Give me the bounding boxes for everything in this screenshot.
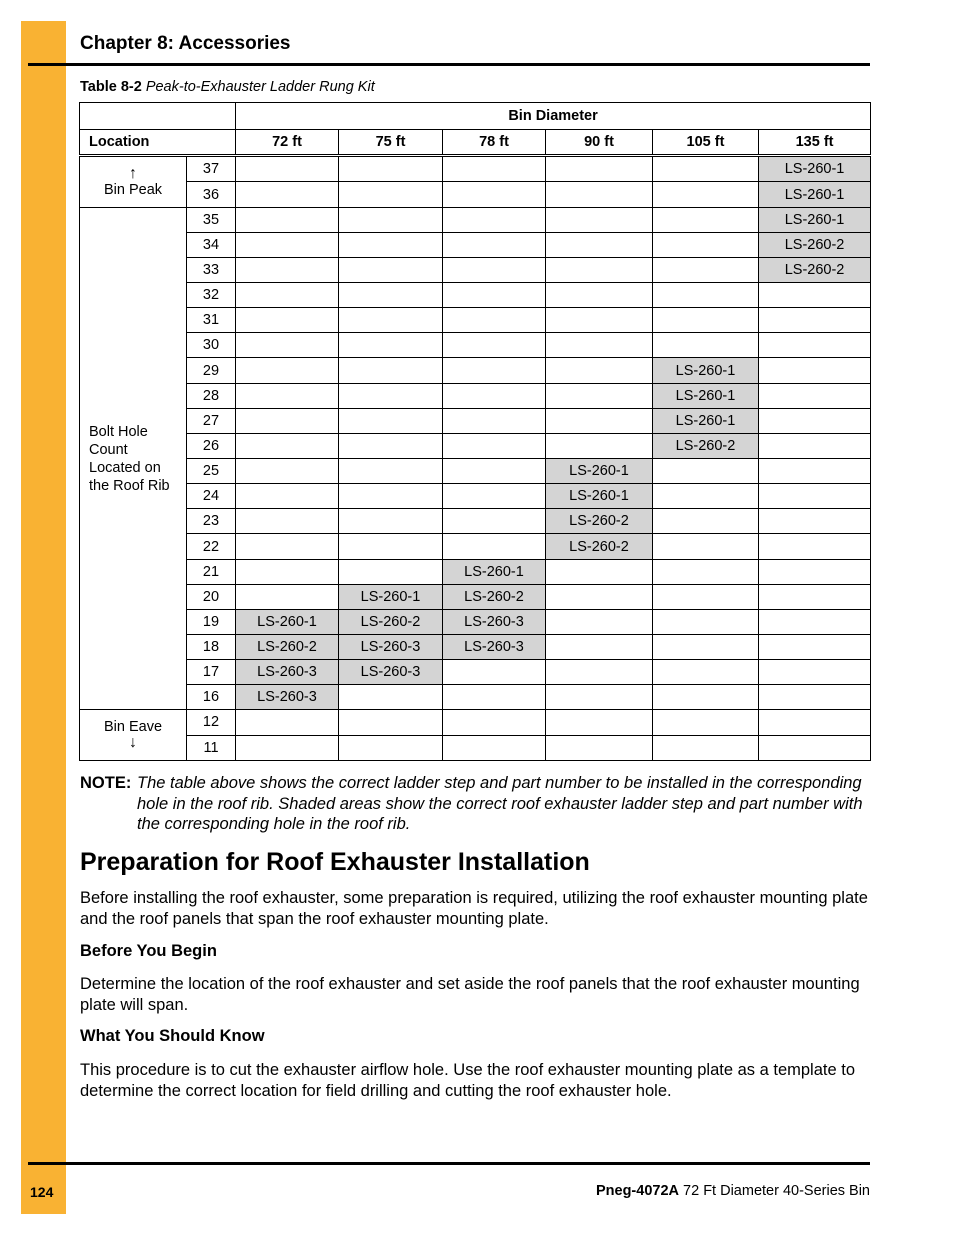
table-row: [80, 308, 871, 333]
part-cell: [443, 735, 546, 760]
part-cell: [236, 308, 339, 333]
hole-number: 21: [187, 559, 236, 584]
part-cell: [236, 383, 339, 408]
part-cell: [546, 207, 653, 232]
part-cell: [236, 408, 339, 433]
part-cell: [339, 232, 443, 257]
part-cell: [759, 735, 871, 760]
hole-number: 26: [187, 433, 236, 458]
part-cell: [759, 308, 871, 333]
hole-number: 30: [187, 333, 236, 358]
location-label: Bin Eave: [103, 719, 163, 736]
table-row: [80, 207, 871, 232]
part-cell: [236, 257, 339, 282]
part-cell: [236, 509, 339, 534]
table-row: [80, 433, 871, 458]
part-cell: [759, 408, 871, 433]
part-cell: [759, 383, 871, 408]
part-cell: LS-260-1: [339, 584, 443, 609]
part-cell: [759, 534, 871, 559]
part-cell: [236, 559, 339, 584]
part-cell: [339, 408, 443, 433]
part-cell: [339, 484, 443, 509]
part-cell: [443, 534, 546, 559]
location-bin-eave: [80, 710, 187, 761]
part-cell: [443, 509, 546, 534]
part-cell: LS-260-2: [653, 433, 759, 458]
intro-paragraph: Before installing the roof exhauster, some preparation is required, utilizing the roof exhauster mounting plate and the roof panels that span the roof exhauster mounting plate.: [80, 889, 868, 928]
part-cell: [339, 509, 443, 534]
part-cell: LS-260-2: [236, 635, 339, 660]
table-row: [80, 660, 871, 685]
part-cell: [653, 635, 759, 660]
hole-number: 18: [187, 635, 236, 660]
hole-number: 36: [187, 182, 236, 207]
part-cell: [653, 735, 759, 760]
location-header: Location: [80, 130, 236, 156]
part-cell: [443, 207, 546, 232]
part-cell: [546, 635, 653, 660]
part-cell: [236, 484, 339, 509]
part-cell: [443, 660, 546, 685]
table-row: [80, 283, 871, 308]
part-cell: [236, 735, 339, 760]
hole-number: 37: [187, 156, 236, 182]
hole-number: 32: [187, 283, 236, 308]
part-cell: [443, 156, 546, 182]
part-cell: [653, 710, 759, 735]
table-row: [80, 459, 871, 484]
part-cell: [236, 710, 339, 735]
part-cell: [546, 308, 653, 333]
part-cell: [443, 383, 546, 408]
part-cell: [653, 182, 759, 207]
table-row: [80, 635, 871, 660]
part-cell: LS-260-1: [546, 484, 653, 509]
part-cell: [339, 559, 443, 584]
hole-number: 22: [187, 534, 236, 559]
column-header: 135 ft: [759, 130, 871, 156]
part-cell: [339, 207, 443, 232]
part-cell: LS-260-3: [236, 685, 339, 710]
location-label-line: Located on: [89, 459, 161, 476]
header-rule: [28, 63, 870, 66]
part-cell: LS-260-1: [236, 609, 339, 634]
column-header: 75 ft: [339, 130, 443, 156]
chapter-title: Chapter 8: Accessories: [80, 33, 291, 54]
table-row: [80, 509, 871, 534]
part-cell: [546, 433, 653, 458]
arrow-up-icon: ↑: [129, 164, 137, 182]
part-cell: [546, 584, 653, 609]
table-row: [80, 735, 871, 760]
location-roof-rib: [80, 207, 187, 710]
part-cell: [546, 257, 653, 282]
part-cell: [653, 333, 759, 358]
part-cell: LS-260-2: [759, 257, 871, 282]
table-row: [80, 685, 871, 710]
part-cell: [546, 283, 653, 308]
part-cell: [653, 156, 759, 182]
part-cell: [653, 660, 759, 685]
part-cell: LS-260-2: [546, 534, 653, 559]
part-cell: [339, 156, 443, 182]
hole-number: 33: [187, 257, 236, 282]
part-cell: [236, 182, 339, 207]
table-note: [80, 773, 872, 835]
part-cell: [759, 710, 871, 735]
part-cell: LS-260-1: [546, 459, 653, 484]
part-cell: [236, 207, 339, 232]
part-cell: [653, 484, 759, 509]
part-cell: [546, 333, 653, 358]
table-row: [80, 182, 871, 207]
part-cell: LS-260-1: [653, 408, 759, 433]
part-cell: [546, 383, 653, 408]
part-cell: [236, 333, 339, 358]
part-cell: LS-260-1: [443, 559, 546, 584]
part-cell: LS-260-1: [759, 156, 871, 182]
part-cell: [443, 433, 546, 458]
part-cell: [759, 584, 871, 609]
table-caption-title: Peak-to-Exhauster Ladder Rung Kit: [145, 79, 375, 95]
part-cell: [546, 559, 653, 584]
part-cell: [339, 459, 443, 484]
location-label-line: the Roof Rib: [89, 477, 170, 494]
part-cell: [759, 685, 871, 710]
part-cell: [339, 433, 443, 458]
part-cell: [443, 710, 546, 735]
hole-number: 23: [187, 509, 236, 534]
doc-title: 72 Ft Diameter 40-Series Bin: [683, 1183, 870, 1199]
part-cell: [759, 559, 871, 584]
table-row: [80, 534, 871, 559]
part-cell: [339, 308, 443, 333]
part-cell: [546, 685, 653, 710]
part-cell: [236, 584, 339, 609]
hole-number: 19: [187, 609, 236, 634]
table-row: [80, 609, 871, 634]
table-row: [80, 710, 871, 735]
part-cell: [339, 333, 443, 358]
part-cell: [759, 459, 871, 484]
table-row: [80, 358, 871, 383]
part-cell: [236, 232, 339, 257]
table-row: [80, 408, 871, 433]
hole-number: 12: [187, 710, 236, 735]
part-cell: [653, 534, 759, 559]
part-cell: [546, 182, 653, 207]
note-text: The table above shows the correct ladder step and part number to be installed in the corresponding hole in the roof rib. Shaded areas show the correct roof exhauster ladder step and part number with the corresponding hole in the roof rib.: [137, 774, 863, 833]
note-label: NOTE:: [80, 774, 132, 792]
location-bin-peak: [80, 156, 187, 207]
part-cell: LS-260-3: [443, 635, 546, 660]
part-cell: LS-260-2: [443, 584, 546, 609]
part-cell: LS-260-1: [759, 207, 871, 232]
part-cell: [653, 559, 759, 584]
part-cell: [339, 534, 443, 559]
table-row: [80, 333, 871, 358]
part-cell: LS-260-1: [759, 182, 871, 207]
part-cell: [759, 609, 871, 634]
part-cell: [443, 182, 546, 207]
part-cell: LS-260-1: [653, 383, 759, 408]
part-cell: [546, 735, 653, 760]
hole-number: 16: [187, 685, 236, 710]
part-cell: [236, 358, 339, 383]
column-header: 72 ft: [236, 130, 339, 156]
part-cell: [443, 283, 546, 308]
part-cell: [339, 257, 443, 282]
table-caption: [80, 79, 375, 95]
table-row: [80, 484, 871, 509]
footer-rule: [28, 1162, 870, 1165]
ladder-rung-table: [79, 102, 871, 761]
part-cell: [546, 156, 653, 182]
part-cell: LS-260-2: [546, 509, 653, 534]
part-cell: [759, 635, 871, 660]
table-caption-label: Table 8-2: [80, 79, 142, 95]
part-cell: [759, 333, 871, 358]
part-cell: [339, 358, 443, 383]
part-cell: [236, 283, 339, 308]
part-cell: [443, 459, 546, 484]
part-cell: LS-260-3: [443, 609, 546, 634]
location-label-line: Bolt Hole: [89, 423, 148, 440]
part-cell: [653, 232, 759, 257]
part-cell: [546, 660, 653, 685]
part-cell: [339, 283, 443, 308]
before-you-begin-paragraph: Determine the location of the roof exhauster and set aside the roof panels that the roof exhauster mounting plate will span.: [80, 975, 860, 1014]
location-label: Bin Peak: [103, 181, 163, 198]
part-cell: [443, 484, 546, 509]
footer-document-title: [596, 1183, 870, 1199]
part-cell: [443, 358, 546, 383]
part-cell: LS-260-2: [339, 609, 443, 634]
what-you-should-know-paragraph: This procedure is to cut the exhauster airflow hole. Use the roof exhauster mounting plate as a template to determine the correct location for field drilling and cutting the roof exhauster hole.: [80, 1061, 856, 1100]
table-row: [80, 559, 871, 584]
column-header: 90 ft: [546, 130, 653, 156]
part-cell: [546, 232, 653, 257]
part-cell: [653, 207, 759, 232]
bin-diameter-header: Bin Diameter: [236, 103, 871, 130]
page-number: 124: [30, 1184, 54, 1200]
arrow-down-icon: ↓: [129, 734, 137, 752]
part-cell: [653, 257, 759, 282]
hole-number: 31: [187, 308, 236, 333]
hole-number: 24: [187, 484, 236, 509]
hole-number: 17: [187, 660, 236, 685]
part-cell: LS-260-1: [653, 358, 759, 383]
part-cell: [546, 609, 653, 634]
part-cell: [653, 685, 759, 710]
part-cell: [443, 408, 546, 433]
part-cell: LS-260-3: [339, 660, 443, 685]
part-cell: [339, 735, 443, 760]
part-cell: [759, 660, 871, 685]
part-cell: [653, 609, 759, 634]
part-cell: [759, 433, 871, 458]
hole-number: 20: [187, 584, 236, 609]
part-cell: [653, 308, 759, 333]
part-cell: LS-260-2: [759, 232, 871, 257]
table-row: [80, 584, 871, 609]
part-cell: [759, 484, 871, 509]
part-cell: [546, 408, 653, 433]
table-row: [80, 383, 871, 408]
part-cell: [339, 182, 443, 207]
part-cell: [653, 459, 759, 484]
part-cell: LS-260-3: [236, 660, 339, 685]
part-cell: [339, 710, 443, 735]
hole-number: 27: [187, 408, 236, 433]
part-cell: [443, 685, 546, 710]
part-cell: [236, 534, 339, 559]
part-cell: [443, 232, 546, 257]
part-cell: [236, 156, 339, 182]
hole-number: 34: [187, 232, 236, 257]
part-cell: [653, 584, 759, 609]
before-you-begin-heading: Before You Begin: [80, 942, 217, 960]
header-spacer: [80, 103, 236, 130]
table-row: [80, 156, 871, 182]
section-heading: Preparation for Roof Exhauster Installation: [80, 848, 590, 876]
column-header: 105 ft: [653, 130, 759, 156]
doc-code: Pneg-4072A: [595, 1183, 679, 1199]
part-cell: [759, 283, 871, 308]
part-cell: [546, 710, 653, 735]
part-cell: [653, 283, 759, 308]
part-cell: [443, 333, 546, 358]
hole-number: 11: [187, 735, 236, 760]
part-cell: [759, 509, 871, 534]
part-cell: [236, 459, 339, 484]
column-header: 78 ft: [443, 130, 546, 156]
table-row: [80, 232, 871, 257]
part-cell: [339, 685, 443, 710]
table-row: [80, 257, 871, 282]
part-cell: [546, 358, 653, 383]
side-color-bar: [21, 21, 66, 1214]
part-cell: [653, 509, 759, 534]
hole-number: 25: [187, 459, 236, 484]
hole-number: 28: [187, 383, 236, 408]
part-cell: [759, 358, 871, 383]
part-cell: LS-260-3: [339, 635, 443, 660]
part-cell: [443, 308, 546, 333]
hole-number: 29: [187, 358, 236, 383]
hole-number: 35: [187, 207, 236, 232]
part-cell: [236, 433, 339, 458]
part-cell: [339, 383, 443, 408]
what-you-should-know-heading: What You Should Know: [80, 1027, 265, 1045]
location-label-line: Count: [89, 441, 128, 458]
part-cell: [443, 257, 546, 282]
